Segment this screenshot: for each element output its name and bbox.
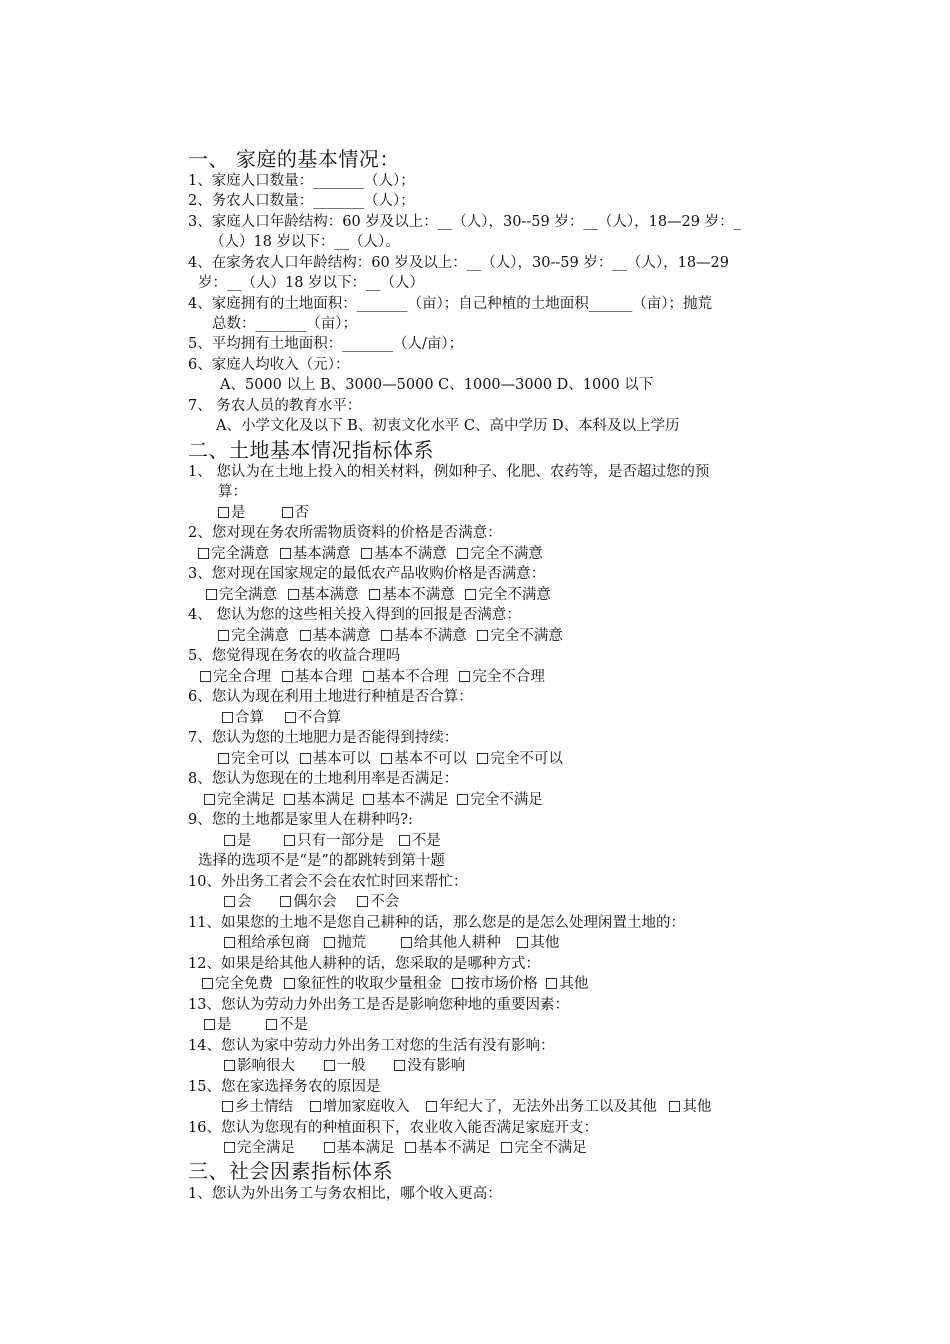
- checkbox[interactable]: [324, 1142, 335, 1153]
- question-2-9: 9、您的土地都是家里人在耕种吗?:: [188, 812, 413, 828]
- options-2-12: [202, 974, 588, 994]
- option[interactable]: 抛荒: [324, 933, 366, 953]
- checkbox[interactable]: [202, 978, 213, 989]
- checkbox[interactable]: [204, 1019, 215, 1030]
- option[interactable]: 基本满意: [288, 585, 359, 605]
- option[interactable]: 其他: [517, 933, 559, 953]
- checkbox[interactable]: [465, 589, 476, 600]
- option[interactable]: 其他: [669, 1097, 711, 1117]
- checkbox[interactable]: [204, 794, 215, 805]
- checkbox[interactable]: [224, 1142, 235, 1153]
- option[interactable]: 一般: [324, 1056, 366, 1076]
- checkbox[interactable]: [206, 589, 217, 600]
- option[interactable]: 基本不满意: [361, 544, 447, 564]
- options-2-13: [204, 1015, 308, 1035]
- options-2-11: [224, 933, 559, 953]
- checkbox[interactable]: [280, 896, 291, 907]
- option[interactable]: 完全不满足: [501, 1138, 587, 1158]
- option[interactable]: 基本不满足: [363, 790, 449, 810]
- checkbox[interactable]: [501, 1142, 512, 1153]
- option[interactable]: 完全可以: [218, 749, 289, 769]
- checkbox[interactable]: [361, 548, 372, 559]
- options-2-7: [218, 749, 563, 769]
- question-2-11: 11、如果您的土地不是您自己耕种的话，那么您是的是怎么处理闲置土地的：: [188, 915, 685, 931]
- option[interactable]: 偶尔会: [280, 892, 337, 912]
- checkbox[interactable]: [218, 507, 229, 518]
- options-2-2: [198, 544, 543, 564]
- question-age-structure: 3、家庭人口年龄结构：60 岁及以上：__（人），30--59 岁：__（人），18—29 岁：_: [188, 214, 741, 230]
- option[interactable]: 基本不满意: [369, 585, 455, 605]
- checkbox[interactable]: [363, 671, 374, 682]
- checkbox[interactable]: [300, 630, 311, 641]
- checkbox[interactable]: [200, 671, 211, 682]
- option[interactable]: 给其他人耕种: [401, 933, 501, 953]
- checkbox[interactable]: [218, 753, 229, 764]
- question-2-5: 5、您觉得现在务农的收益合理吗: [188, 648, 401, 664]
- checkbox[interactable]: [394, 1060, 405, 1071]
- checkbox[interactable]: [224, 896, 235, 907]
- question-2-4: 4、 您认为您的这些相关投入得到的回报是否满意：: [188, 607, 521, 623]
- options-2-5: [200, 667, 545, 687]
- checkbox[interactable]: [669, 1101, 680, 1112]
- question-2-9-note: 选择的选项不是“是”的都跳转到第十题: [198, 853, 445, 869]
- checkbox[interactable]: [369, 589, 380, 600]
- options-2-16: [224, 1138, 587, 1158]
- option[interactable]: 基本满足: [284, 790, 355, 810]
- checkbox[interactable]: [222, 712, 233, 723]
- checkbox[interactable]: [459, 671, 470, 682]
- question-farming-age-structure-cont: 岁：__（人）18 岁以下：__（人）: [198, 275, 425, 291]
- checkbox[interactable]: [224, 835, 235, 846]
- option[interactable]: 基本不满意: [381, 626, 467, 646]
- option[interactable]: 基本满意: [280, 544, 351, 564]
- option[interactable]: 完全免费: [202, 974, 273, 994]
- income-options: A、5000 以上 B、3000—5000 C、1000—3000 D、1000 以下: [220, 377, 654, 393]
- option[interactable]: 完全合理: [200, 667, 271, 687]
- option[interactable]: 是: [224, 831, 252, 851]
- option[interactable]: 基本可以: [300, 749, 371, 769]
- checkbox[interactable]: [284, 835, 295, 846]
- checkbox[interactable]: [324, 937, 335, 948]
- checkbox[interactable]: [405, 1142, 416, 1153]
- section-3-title: 三、社会因素指标体系: [188, 1159, 393, 1183]
- option[interactable]: 基本满意: [300, 626, 371, 646]
- checkbox[interactable]: [477, 630, 488, 641]
- option[interactable]: 不合算: [285, 708, 342, 728]
- checkbox[interactable]: [546, 978, 557, 989]
- checkbox[interactable]: [381, 630, 392, 641]
- option[interactable]: 不是: [266, 1015, 308, 1035]
- checkbox[interactable]: [457, 794, 468, 805]
- question-average-land: 5、平均拥有土地面积：_______（人/亩）；: [188, 336, 464, 352]
- question-2-10: 10、外出务工者会不会在农忙时回来帮忙：: [188, 874, 468, 890]
- option-no[interactable]: 否: [282, 503, 310, 523]
- option[interactable]: 合算: [222, 708, 264, 728]
- question-2-14: 14、您认为家中劳动力外出务工对您的生活有没有影响：: [188, 1038, 555, 1054]
- option[interactable]: 没有影响: [394, 1056, 465, 1076]
- question-land-area: 4、家庭拥有的土地面积：_______（亩）；自己种植的土地面积______（亩）；抛荒: [188, 296, 712, 312]
- checkbox[interactable]: [477, 753, 488, 764]
- checkbox[interactable]: [285, 712, 296, 723]
- checkbox[interactable]: [426, 1101, 437, 1112]
- checkbox[interactable]: [457, 548, 468, 559]
- question-2-8: 8、您认为您现在的土地利用率是否满足：: [188, 771, 459, 787]
- question-2-7: 7、您认为您的土地肥力是否能得到持续：: [188, 730, 459, 746]
- checkbox[interactable]: [284, 794, 295, 805]
- question-2-2: 2、您对现在务农所需物质资料的价格是否满意：: [188, 525, 502, 541]
- question-2-3: 3、您对现在国家规定的最低农产品收购价格是否满意：: [188, 566, 546, 582]
- option[interactable]: 完全满意: [218, 626, 289, 646]
- option[interactable]: 基本不可以: [381, 749, 467, 769]
- options-2-1: [218, 503, 309, 523]
- option[interactable]: 不是: [399, 831, 441, 851]
- question-2-16: 16、您认为您现有的种植面积下，农业收入能否满足家庭开支：: [188, 1120, 598, 1136]
- option[interactable]: 完全满意: [198, 544, 269, 564]
- option[interactable]: 租给承包商: [224, 933, 310, 953]
- checkbox[interactable]: [222, 1101, 233, 1112]
- question-2-15: 15、您在家选择务农的原因是: [188, 1079, 381, 1095]
- question-2-6: 6、您认为现在利用土地进行种植是否合算：: [188, 689, 473, 705]
- option[interactable]: 完全不满足: [457, 790, 543, 810]
- options-2-10: [224, 892, 399, 912]
- checkbox[interactable]: [288, 589, 299, 600]
- option[interactable]: 完全满意: [206, 585, 277, 605]
- option[interactable]: 象征性的收取少量租金: [284, 974, 442, 994]
- checkbox[interactable]: [282, 507, 293, 518]
- option[interactable]: 完全不满意: [465, 585, 551, 605]
- option[interactable]: 其他: [546, 974, 588, 994]
- options-2-14: [224, 1056, 465, 1076]
- option[interactable]: 完全不满意: [477, 626, 563, 646]
- question-farming-age-structure: 4、在家务农人口年龄结构：60 岁及以上：__（人），30--59 岁：__（人），18—29: [188, 255, 729, 271]
- option[interactable]: 只有一部分是: [284, 831, 384, 851]
- question-income: 6、家庭人均收入（元）：: [188, 357, 350, 373]
- options-2-3: [206, 585, 551, 605]
- checkbox[interactable]: [399, 835, 410, 846]
- checkbox[interactable]: [300, 753, 311, 764]
- question-2-1-cont: 算：: [218, 484, 247, 500]
- question-household-population: 1、家庭人口数量：_______（人）；: [188, 173, 415, 189]
- option[interactable]: 会: [224, 892, 252, 912]
- option[interactable]: 完全不合理: [459, 667, 545, 687]
- option[interactable]: 完全满足: [204, 790, 275, 810]
- question-land-area-cont: 总数：_______（亩）；: [212, 316, 357, 332]
- question-education: 7、 务农人员的教育水平：: [188, 398, 362, 414]
- education-options: A、小学文化及以下 B、初衷文化水平 C、高中学历 D、本科及以上学历: [216, 418, 680, 434]
- checkbox[interactable]: [357, 896, 368, 907]
- option[interactable]: 基本满足: [324, 1138, 395, 1158]
- checkbox[interactable]: [517, 937, 528, 948]
- checkbox[interactable]: [381, 753, 392, 764]
- checkbox[interactable]: [224, 1060, 235, 1071]
- option[interactable]: 完全满足: [224, 1138, 295, 1158]
- option-yes[interactable]: 是: [218, 503, 246, 523]
- option[interactable]: 是: [204, 1015, 232, 1035]
- question-2-12: 12、如果是给其他人耕种的话，您采取的是哪种方式：: [188, 956, 540, 972]
- section-1-title: 一、 家庭的基本情况：: [188, 147, 400, 171]
- option[interactable]: 年纪大了，无法外出务工以及其他: [426, 1097, 657, 1117]
- option[interactable]: 增加家庭收入: [310, 1097, 410, 1117]
- option[interactable]: 乡土情结: [222, 1097, 293, 1117]
- checkbox[interactable]: [284, 978, 295, 989]
- option[interactable]: 影响很大: [224, 1056, 295, 1076]
- question-age-structure-cont: （人）18 岁以下：__（人）。: [210, 234, 400, 250]
- section-2-title: 二、土地基本情况指标体系: [188, 438, 434, 462]
- checkbox[interactable]: [224, 937, 235, 948]
- checkbox[interactable]: [218, 630, 229, 641]
- checkbox[interactable]: [310, 1101, 321, 1112]
- option[interactable]: 完全不可以: [477, 749, 563, 769]
- options-2-9: [224, 831, 441, 851]
- checkbox[interactable]: [280, 548, 291, 559]
- checkbox[interactable]: [282, 671, 293, 682]
- option[interactable]: 基本不合理: [363, 667, 449, 687]
- option[interactable]: 不会: [357, 892, 399, 912]
- checkbox[interactable]: [324, 1060, 335, 1071]
- option[interactable]: 完全不满意: [457, 544, 543, 564]
- option[interactable]: 基本不满足: [405, 1138, 491, 1158]
- question-farming-population: 2、务农人口数量：_______（人）；: [188, 193, 415, 209]
- options-2-15: [222, 1097, 711, 1117]
- checkbox[interactable]: [198, 548, 209, 559]
- options-2-4: [218, 626, 563, 646]
- question-2-1: 1、 您认为在土地上投入的相关材料，例如种子、化肥、农药等，是否超过您的预: [188, 464, 710, 480]
- question-2-13: 13、您认为劳动力外出务工是否是影响您种地的重要因素：: [188, 997, 569, 1013]
- option[interactable]: 按市场价格: [452, 974, 538, 994]
- option[interactable]: 基本合理: [282, 667, 353, 687]
- checkbox[interactable]: [266, 1019, 277, 1030]
- options-2-8: [204, 790, 543, 810]
- checkbox[interactable]: [401, 937, 412, 948]
- question-3-1: 1、您认为外出务工与务农相比，哪个收入更高：: [188, 1186, 502, 1202]
- checkbox[interactable]: [452, 978, 463, 989]
- options-2-6: [222, 708, 341, 728]
- checkbox[interactable]: [363, 794, 374, 805]
